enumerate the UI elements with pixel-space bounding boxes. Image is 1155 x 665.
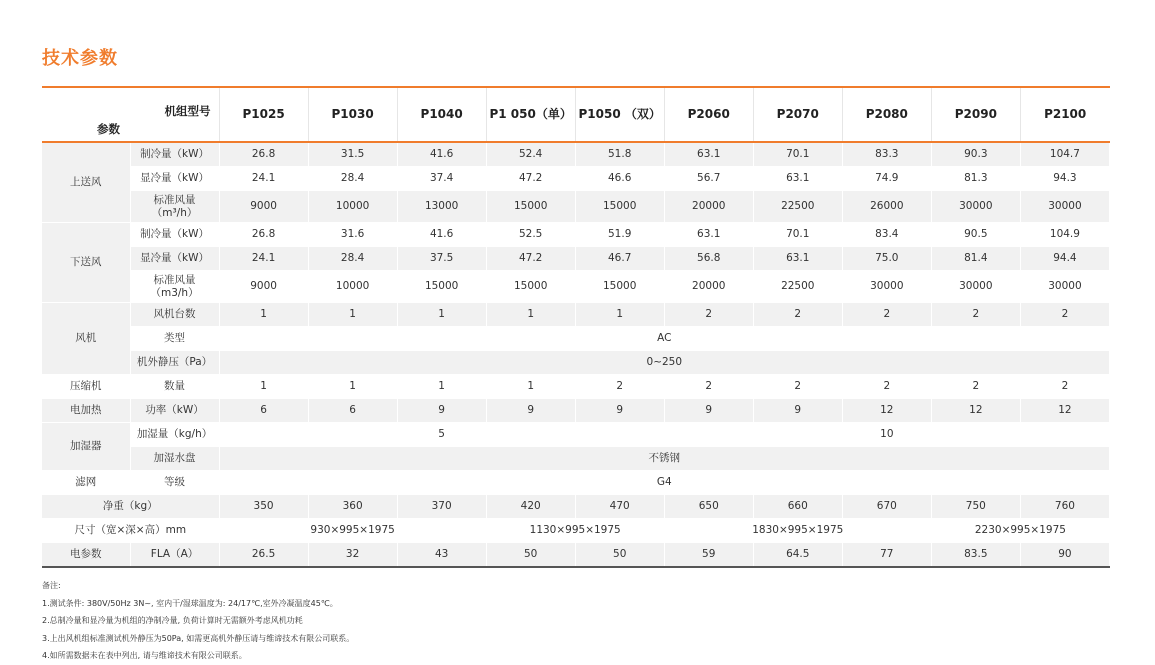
value-cell: 26.8 — [219, 142, 308, 167]
table-row — [42, 495, 1110, 519]
table-row — [42, 543, 1110, 568]
value-cell: 6 — [219, 399, 308, 423]
value-cell: 1 — [397, 375, 486, 399]
table-row — [42, 447, 1110, 471]
value-cell: 360 — [308, 495, 397, 519]
value-cell: 20000 — [664, 191, 753, 223]
model-header-cell: P2060 — [664, 87, 753, 142]
value-cell: 350 — [219, 495, 308, 519]
value-cell: 1130×995×1975 — [486, 519, 664, 543]
value-cell: 83.5 — [931, 543, 1020, 568]
table-row — [42, 303, 1110, 327]
value-cell: 15000 — [486, 271, 575, 303]
param-cell: 标准风量 （m³/h） — [130, 191, 219, 223]
table-row — [42, 223, 1110, 247]
param-cell: FLA（A） — [130, 543, 219, 568]
value-cell: 9 — [753, 399, 842, 423]
value-cell: 2 — [842, 375, 931, 399]
table-row — [42, 423, 1110, 447]
table-row — [42, 471, 1110, 495]
value-cell: 22500 — [753, 271, 842, 303]
model-header-cell: P1050 （双） — [575, 87, 664, 142]
param-cell: 尺寸（宽×深×高）mm — [42, 519, 219, 543]
table-row — [42, 375, 1110, 399]
value-cell: 59 — [664, 543, 753, 568]
param-label: 参数 — [97, 122, 120, 136]
value-cell: 46.6 — [575, 167, 664, 191]
value-cell: 2 — [664, 375, 753, 399]
value-cell: 15000 — [575, 191, 664, 223]
value-cell: 2 — [575, 375, 664, 399]
group-cell: 风机 — [42, 303, 130, 375]
value-cell: 30000 — [842, 271, 931, 303]
value-cell: 31.5 — [308, 142, 397, 167]
model-header-cell: P2080 — [842, 87, 931, 142]
param-cell: 显冷量（kW） — [130, 167, 219, 191]
value-cell: 2 — [1020, 303, 1109, 327]
value-cell: 30000 — [1020, 191, 1109, 223]
param-cell: 显冷量（kW） — [130, 247, 219, 271]
value-cell: 2 — [931, 303, 1020, 327]
value-cell: 30000 — [931, 271, 1020, 303]
value-cell: 9 — [486, 399, 575, 423]
group-cell: 上送风 — [42, 142, 130, 223]
note-line: 4.如所需数据未在表中列出, 请与维谛技术有限公司联系。 — [42, 651, 247, 660]
param-cell: 等级 — [130, 471, 219, 495]
value-cell: 10000 — [308, 191, 397, 223]
model-header-cell: P1040 — [397, 87, 486, 142]
value-cell: 50 — [486, 543, 575, 568]
model-header-cell: P2100 — [1020, 87, 1109, 142]
param-cell: 风机台数 — [130, 303, 219, 327]
value-cell: 37.5 — [397, 247, 486, 271]
value-cell: 6 — [308, 399, 397, 423]
value-cell: 12 — [842, 399, 931, 423]
value-cell: 63.1 — [753, 247, 842, 271]
value-cell: 1 — [575, 303, 664, 327]
param-cell: 机外静压（Pa） — [130, 351, 219, 375]
value-cell: 10 — [664, 423, 1109, 447]
value-cell: 1 — [219, 375, 308, 399]
value-cell: 760 — [1020, 495, 1109, 519]
value-cell: 660 — [753, 495, 842, 519]
value-cell: 81.4 — [931, 247, 1020, 271]
note-line: 1.测试条件: 380V/50Hz 3N~, 室内干/湿球温度为: 24/17℃,室外冷凝温度45℃。 — [42, 598, 338, 608]
value-cell: 63.1 — [753, 167, 842, 191]
value-cell: 50 — [575, 543, 664, 568]
page-title: 技术参数 — [42, 48, 118, 69]
table-row — [42, 247, 1110, 271]
value-cell: 9 — [575, 399, 664, 423]
value-cell: 104.9 — [1020, 223, 1109, 247]
model-header-cell: P1025 — [219, 87, 308, 142]
param-cell: 数量 — [130, 375, 219, 399]
value-cell: 2 — [753, 303, 842, 327]
value-cell: 28.4 — [308, 247, 397, 271]
value-cell: 64.5 — [753, 543, 842, 568]
value-cell: 15000 — [575, 271, 664, 303]
value-cell: 22500 — [753, 191, 842, 223]
value-cell: 20000 — [664, 271, 753, 303]
value-cell: 51.8 — [575, 142, 664, 167]
value-cell: 24.1 — [219, 167, 308, 191]
value-cell: 370 — [397, 495, 486, 519]
param-cell: 加湿水盘 — [130, 447, 219, 471]
value-cell: 2 — [1020, 375, 1109, 399]
value-cell: 12 — [1020, 399, 1109, 423]
value-cell: 41.6 — [397, 142, 486, 167]
param-cell: 类型 — [130, 327, 219, 351]
value-cell: 83.3 — [842, 142, 931, 167]
value-cell: 81.3 — [931, 167, 1020, 191]
value-cell: 90.5 — [931, 223, 1020, 247]
value-cell: 56.8 — [664, 247, 753, 271]
group-cell: 压缩机 — [42, 375, 130, 399]
param-cell: 标准风量 （m3/h） — [130, 271, 219, 303]
param-cell: 加湿量（kg/h） — [130, 423, 219, 447]
value-cell: 70.1 — [753, 223, 842, 247]
value-cell: 75.0 — [842, 247, 931, 271]
value-cell: 63.1 — [664, 142, 753, 167]
group-cell: 加湿器 — [42, 423, 130, 471]
value-cell: 10000 — [308, 271, 397, 303]
value-cell: 2 — [753, 375, 842, 399]
value-cell: 420 — [486, 495, 575, 519]
table-row — [42, 271, 1110, 303]
param-cell: 制冷量（kW） — [130, 223, 219, 247]
param-cell: 净重（kg） — [42, 495, 219, 519]
notes-heading: 备注: — [42, 581, 61, 590]
value-cell: 1 — [486, 303, 575, 327]
table-row — [42, 167, 1110, 191]
value-cell: 15000 — [486, 191, 575, 223]
note-line: 2.总制冷量和显冷量为机组的净制冷量, 负荷计算时无需额外考虑风机功耗 — [42, 616, 303, 625]
table-row — [42, 351, 1110, 375]
value-cell: 26.5 — [219, 543, 308, 568]
value-cell: 77 — [842, 543, 931, 568]
corner-header-cell — [42, 87, 219, 142]
value-cell: 1 — [397, 303, 486, 327]
group-cell: 电参数 — [42, 543, 130, 568]
value-cell: 70.1 — [753, 142, 842, 167]
value-cell: 9 — [664, 399, 753, 423]
value-cell: 90 — [1020, 543, 1109, 568]
model-header-cell: P2070 — [753, 87, 842, 142]
value-cell: 470 — [575, 495, 664, 519]
value-cell: 52.5 — [486, 223, 575, 247]
model-header-cell: P2090 — [931, 87, 1020, 142]
value-cell: 1 — [308, 375, 397, 399]
value-cell: 12 — [931, 399, 1020, 423]
value-cell: 26000 — [842, 191, 931, 223]
value-cell: 9 — [397, 399, 486, 423]
group-cell: 电加热 — [42, 399, 130, 423]
value-cell: 47.2 — [486, 167, 575, 191]
value-cell: 1830×995×1975 — [664, 519, 931, 543]
group-cell: 滤网 — [42, 471, 130, 495]
value-cell: 1 — [219, 303, 308, 327]
value-cell: 90.3 — [931, 142, 1020, 167]
value-cell: 43 — [397, 543, 486, 568]
value-cell: 32 — [308, 543, 397, 568]
value-cell: 56.7 — [664, 167, 753, 191]
value-cell: 15000 — [397, 271, 486, 303]
value-cell: 46.7 — [575, 247, 664, 271]
value-cell: 9000 — [219, 271, 308, 303]
value-cell: 930×995×1975 — [219, 519, 486, 543]
value-cell: 26.8 — [219, 223, 308, 247]
value-cell: 2230×995×1975 — [931, 519, 1109, 543]
value-cell: 24.1 — [219, 247, 308, 271]
table-row — [42, 327, 1110, 351]
value-cell: 13000 — [397, 191, 486, 223]
spec-table — [42, 86, 1110, 568]
param-cell: 制冷量（kW） — [130, 142, 219, 167]
value-cell: 0~250 — [219, 351, 1109, 375]
value-cell: 41.6 — [397, 223, 486, 247]
value-cell: 104.7 — [1020, 142, 1109, 167]
value-cell: 670 — [842, 495, 931, 519]
table-row — [42, 519, 1110, 543]
value-cell: 83.4 — [842, 223, 931, 247]
value-cell: 5 — [219, 423, 664, 447]
value-cell: 2 — [931, 375, 1020, 399]
value-cell: AC — [219, 327, 1109, 351]
param-cell: 功率（kW） — [130, 399, 219, 423]
group-cell: 下送风 — [42, 223, 130, 303]
value-cell: 74.9 — [842, 167, 931, 191]
model-header-cell: P1 050（单） — [486, 87, 575, 142]
note-line: 3.上出风机组标准测试机外静压为50Pa, 如需更高机外静压请与维谛技术有限公司联系。 — [42, 633, 355, 643]
value-cell: 650 — [664, 495, 753, 519]
table-row — [42, 191, 1110, 223]
value-cell: 94.4 — [1020, 247, 1109, 271]
value-cell: 51.9 — [575, 223, 664, 247]
value-cell: 30000 — [931, 191, 1020, 223]
value-cell: 2 — [842, 303, 931, 327]
value-cell: 47.2 — [486, 247, 575, 271]
value-cell: 28.4 — [308, 167, 397, 191]
table-row — [42, 399, 1110, 423]
value-cell: 94.3 — [1020, 167, 1109, 191]
value-cell: 30000 — [1020, 271, 1109, 303]
value-cell: 750 — [931, 495, 1020, 519]
value-cell: 52.4 — [486, 142, 575, 167]
value-cell: 9000 — [219, 191, 308, 223]
value-cell: 63.1 — [664, 223, 753, 247]
model-label: 机组型号 — [164, 104, 211, 118]
value-cell: 1 — [486, 375, 575, 399]
value-cell: 37.4 — [397, 167, 486, 191]
header-row — [42, 87, 1110, 142]
value-cell: 不锈钢 — [219, 447, 1109, 471]
value-cell: 2 — [664, 303, 753, 327]
notes — [42, 577, 354, 665]
value-cell: G4 — [219, 471, 1109, 495]
value-cell: 1 — [308, 303, 397, 327]
model-header-cell: P1030 — [308, 87, 397, 142]
value-cell: 31.6 — [308, 223, 397, 247]
table-row — [42, 142, 1110, 167]
